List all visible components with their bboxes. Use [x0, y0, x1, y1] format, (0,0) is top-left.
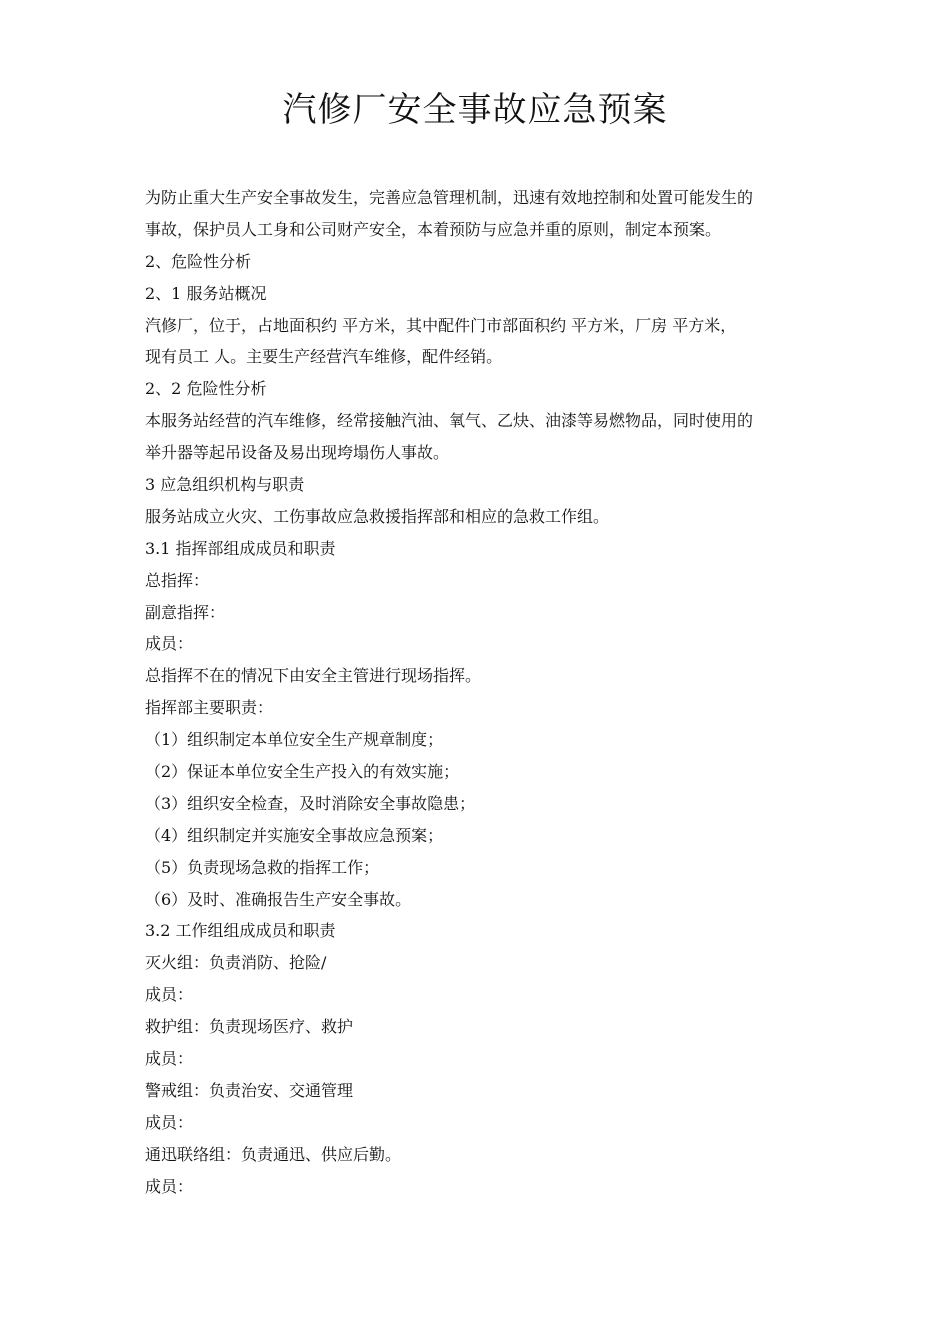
team-line: 警戒组：负责治安、交通管理	[145, 1080, 354, 1100]
subsection-heading: 3.2 工作组组成成员和职责	[145, 921, 336, 941]
role-line: 成员：	[145, 634, 194, 654]
paragraph-line: 现有员工 人。主要生产经营汽车维修，配件经销。	[145, 347, 503, 367]
paragraph-line: 事故，保护员人工身和公司财产安全，本着预防与应急并重的原则，制定本预案。	[145, 219, 722, 239]
section-heading: 2、危险性分析	[145, 251, 252, 271]
list-item: （3）组织安全检查，及时消除安全事故隐患；	[145, 793, 476, 813]
paragraph-line: 本服务站经营的汽车维修，经常接触汽油、氧气、乙炔、油漆等易燃物品，同时使用的	[145, 411, 754, 431]
role-line: 成员：	[145, 1112, 194, 1132]
subsection-heading: 2、1 服务站概况	[145, 283, 267, 303]
list-item: （1）组织制定本单位安全生产规章制度；	[145, 730, 444, 750]
role-line: 成员：	[145, 1176, 194, 1196]
document-body	[145, 182, 810, 1203]
role-line: 副意指挥：	[145, 602, 226, 622]
role-line: 总指挥：	[145, 570, 210, 590]
team-line: 灭火组：负责消防、抢险/	[145, 953, 327, 973]
list-item: （4）组织制定并实施安全事故应急预案；	[145, 825, 444, 845]
list-item: （6）及时、准确报告生产安全事故。	[145, 889, 412, 909]
paragraph-line: 总指挥不在的情况下由安全主管进行现场指挥。	[145, 666, 482, 686]
subsection-heading: 3.1 指挥部组成成员和职责	[145, 538, 336, 558]
role-line: 成员：	[145, 985, 194, 1005]
paragraph-line: 服务站成立火灾、工伤事故应急救援指挥部和相应的急救工作组。	[145, 506, 610, 526]
team-line: 救护组：负责现场医疗、救护	[145, 1017, 354, 1037]
paragraph-line: 汽修厂，位于，占地面积约 平方米，其中配件门市部面积约 平方米，厂房 平方米，	[145, 315, 737, 335]
list-item: （2）保证本单位安全生产投入的有效实施；	[145, 762, 460, 782]
role-line: 成员：	[145, 1049, 194, 1069]
list-item: （5）负责现场急救的指挥工作；	[145, 857, 380, 877]
paragraph-line: 为防止重大生产安全事故发生，完善应急管理机制，迅速有效地控制和处置可能发生的	[145, 188, 754, 207]
subsection-heading: 2、2 危险性分析	[145, 379, 267, 399]
paragraph-line: 指挥部主要职责：	[145, 698, 274, 718]
team-line: 通迅联络组：负责通迅、供应后勤。	[145, 1144, 402, 1164]
document-title: 汽修厂安全事故应急预案	[282, 90, 668, 130]
paragraph-line: 举升器等起吊设备及易出现垮塌伤人事故。	[145, 443, 450, 463]
section-heading: 3 应急组织机构与职责	[145, 475, 305, 495]
